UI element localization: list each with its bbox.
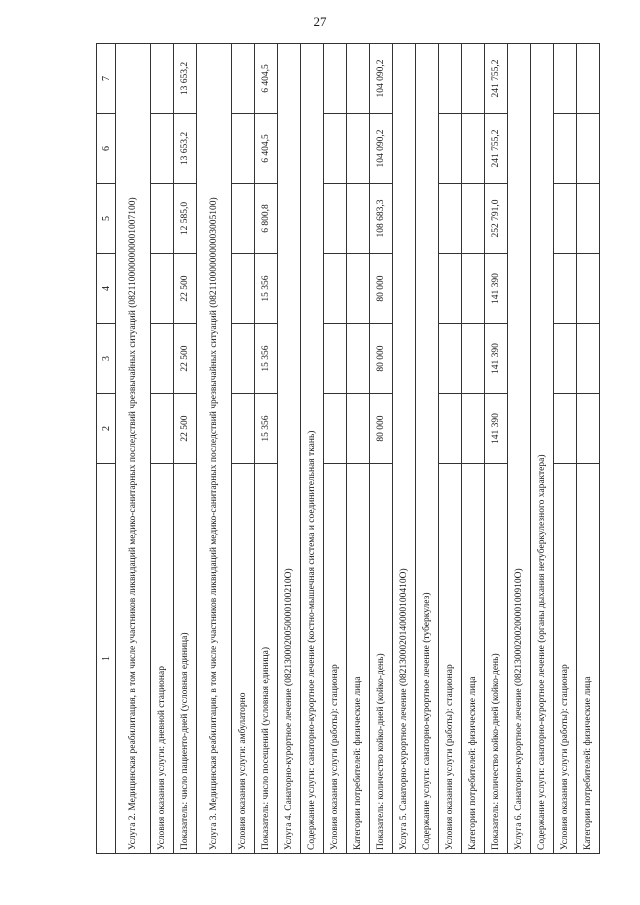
value-cell: 241 755,2 [485,114,508,184]
value-cell: 15 356 [255,254,278,324]
value-cell: 80 000 [370,394,393,464]
indicator-row [485,44,508,854]
empty-cell [232,184,255,254]
row-label: Услуга 6. Санаторно-курортное лечение (0821300020020000100910О) [508,44,531,854]
row-label: Условия оказания услуги: амбулаторно [232,464,255,854]
value-cell: 141 390 [485,324,508,394]
empty-cell [439,44,462,114]
row-label: Услуга 4. Санаторно-курортное лечение (0821300020050000100210О) [278,44,301,854]
value-cell: 12 585,0 [174,184,197,254]
empty-cell [462,184,485,254]
row-label: Содержание услуги: санаторно-курортное лечение (органы дыхания нетуберкулезного характера) [531,44,554,854]
empty-cell [439,394,462,464]
empty-cell [347,324,370,394]
empty-cell [324,394,347,464]
empty-cell [577,184,600,254]
value-cell: 241 755,2 [485,44,508,114]
empty-cell [462,254,485,324]
empty-cell [232,324,255,394]
services-table-body [97,44,600,854]
row-label: Категории потребителей: физические лица [577,464,600,854]
condition-row [151,44,174,854]
empty-cell [347,254,370,324]
empty-cell [439,324,462,394]
condition-row [347,44,370,854]
empty-cell [347,44,370,114]
row-label: Условия оказания услуги (работы): стационар [554,464,577,854]
empty-cell [554,184,577,254]
service-row [278,44,301,854]
row-label: Услуга 2. Медицинская реабилитация, в том числе участников ликвидаций медико-санитарных последствий чрезвычайных ситуаций (0821100000000001007100) [116,44,151,854]
header-cell: 6 [97,114,116,184]
empty-cell [324,44,347,114]
value-cell: 15 356 [255,324,278,394]
empty-cell [577,394,600,464]
value-cell: 13 653,2 [174,44,197,114]
service-row [531,44,554,854]
row-label: Услуга 5. Санаторно-курортное лечение (0821300020140000100410О) [393,44,416,854]
empty-cell [151,254,174,324]
header-row [97,44,116,854]
value-cell: 22 500 [174,324,197,394]
empty-cell [439,114,462,184]
row-label: Услуга 3. Медицинская реабилитация, в том числе участников ликвидаций медико-санитарных последствий чрезвычайных ситуаций (0821100000000003005100) [197,44,232,854]
empty-cell [577,114,600,184]
service-row [416,44,439,854]
indicator-row [370,44,393,854]
row-label: Показатель: число посещений (условная единица) [255,464,278,854]
service-row [508,44,531,854]
value-cell: 6 404,5 [255,114,278,184]
indicator-row [174,44,197,854]
header-cell: 3 [97,324,116,394]
empty-cell [151,184,174,254]
empty-cell [151,44,174,114]
empty-cell [347,394,370,464]
empty-cell [232,254,255,324]
condition-row [324,44,347,854]
empty-cell [439,184,462,254]
header-cell: 5 [97,184,116,254]
empty-cell [554,324,577,394]
indicator-row [255,44,278,854]
value-cell: 13 653,2 [174,114,197,184]
row-label: Категории потребителей: физические лица [462,464,485,854]
row-label: Содержание услуги: санаторно-курортное лечение (костно-мышечная система и соединительная ткань) [301,44,324,854]
empty-cell [324,184,347,254]
empty-cell [554,254,577,324]
row-label: Условия оказания услуги (работы): стационар [439,464,462,854]
header-cell: 7 [97,44,116,114]
empty-cell [232,44,255,114]
empty-cell [324,114,347,184]
value-cell: 22 500 [174,254,197,324]
row-label: Содержание услуги: санаторно-курортное лечение (туберкулез) [416,44,439,854]
condition-row [232,44,255,854]
empty-cell [554,114,577,184]
row-label: Показатель: количество койко-дней (койко-день) [370,464,393,854]
header-cell: 2 [97,394,116,464]
value-cell: 104 090,2 [370,114,393,184]
condition-row [554,44,577,854]
empty-cell [439,254,462,324]
value-cell: 252 791,0 [485,184,508,254]
header-cell: 4 [97,254,116,324]
condition-row [462,44,485,854]
value-cell: 141 390 [485,254,508,324]
value-cell: 22 500 [174,394,197,464]
service-row [393,44,416,854]
empty-cell [554,394,577,464]
service-row [301,44,324,854]
value-cell: 104 090,2 [370,44,393,114]
row-label: Категории потребителей: физические лица [347,464,370,854]
row-label: Показатель: число пациенто-дней (условная единица) [174,464,197,854]
empty-cell [554,44,577,114]
row-label: Условия оказания услуги: дневной стационар [151,464,174,854]
row-label: Условия оказания услуги (работы): стационар [324,464,347,854]
value-cell: 108 683,3 [370,184,393,254]
value-cell: 80 000 [370,324,393,394]
empty-cell [151,324,174,394]
empty-cell [462,324,485,394]
value-cell: 6 404,5 [255,44,278,114]
page-number: 27 [313,14,327,29]
value-cell: 141 390 [485,394,508,464]
empty-cell [462,394,485,464]
value-cell: 6 800,8 [255,184,278,254]
empty-cell [232,114,255,184]
service-row [197,44,232,854]
empty-cell [324,254,347,324]
row-label: Показатель: количество койко-дней (койко-день) [485,464,508,854]
condition-row [439,44,462,854]
empty-cell [324,324,347,394]
empty-cell [577,324,600,394]
empty-cell [151,394,174,464]
service-row [116,44,151,854]
value-cell: 15 356 [255,394,278,464]
empty-cell [462,114,485,184]
empty-cell [232,394,255,464]
empty-cell [577,254,600,324]
services-table [96,43,600,854]
empty-cell [462,44,485,114]
value-cell: 80 000 [370,254,393,324]
empty-cell [347,114,370,184]
empty-cell [151,114,174,184]
empty-cell [577,44,600,114]
empty-cell [347,184,370,254]
condition-row [577,44,600,854]
rotated-table-container [96,44,608,854]
header-cell: 1 [97,464,116,854]
